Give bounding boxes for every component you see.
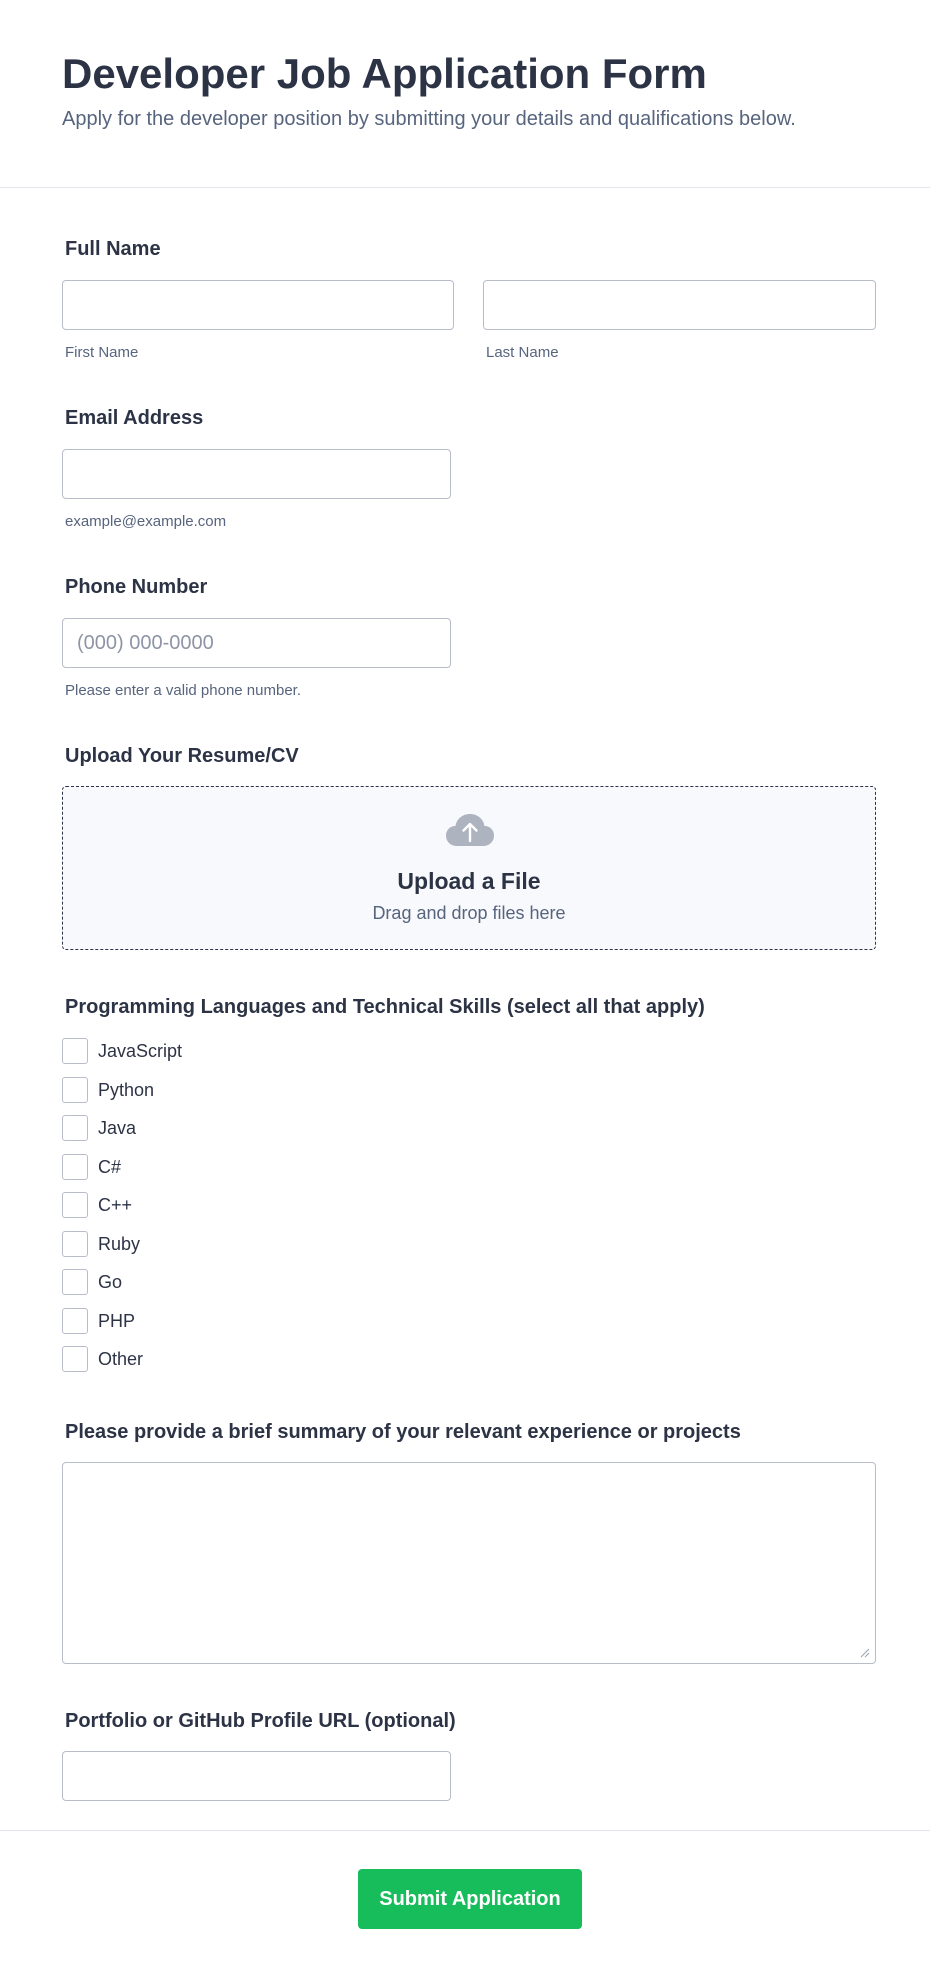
first-name-sublabel: First Name [65, 344, 139, 361]
skill-option-other[interactable] [62, 1346, 143, 1372]
skill-option-java[interactable] [62, 1115, 136, 1141]
checkbox[interactable] [62, 1231, 88, 1257]
checkbox[interactable] [62, 1192, 88, 1218]
skill-option-label: Other [98, 1348, 144, 1369]
email-label: Email Address [65, 407, 204, 429]
phone-sublabel: Please enter a valid phone number. [65, 682, 301, 699]
last-name-sublabel: Last Name [486, 344, 559, 361]
checkbox[interactable] [62, 1115, 88, 1141]
email-input[interactable] [62, 449, 451, 499]
summary-label: Please provide a brief summary of your relevant experience or projects [65, 1421, 741, 1443]
checkbox[interactable] [62, 1038, 88, 1064]
skill-option-javascript[interactable] [62, 1038, 182, 1064]
full-name-label: Full Name [65, 238, 161, 260]
skill-option-ruby[interactable] [62, 1231, 140, 1257]
skill-option-cpp[interactable] [62, 1192, 132, 1218]
submit-button[interactable]: Submit Application [358, 1869, 582, 1929]
summary-textarea[interactable] [62, 1462, 876, 1664]
resume-label: Upload Your Resume/CV [65, 745, 299, 767]
checkbox[interactable] [62, 1346, 88, 1372]
skill-option-label: C++ [98, 1194, 133, 1215]
email-sublabel: example@example.com [65, 513, 227, 530]
skill-option-php[interactable] [62, 1308, 135, 1334]
checkbox[interactable] [62, 1308, 88, 1334]
skills-label: Programming Languages and Technical Skills (select all that apply) [65, 996, 705, 1018]
checkbox[interactable] [62, 1077, 88, 1103]
skill-option-python[interactable] [62, 1077, 154, 1103]
skill-option-label: C# [98, 1156, 122, 1177]
skill-option-label: Python [98, 1079, 155, 1100]
skill-option-csharp[interactable] [62, 1154, 121, 1180]
portfolio-url-input[interactable] [62, 1751, 451, 1801]
file-upload-dropzone[interactable] [62, 786, 876, 950]
upload-title: Upload a File [397, 868, 541, 894]
form-header [0, 0, 930, 188]
page-title: Developer Job Application Form [62, 50, 707, 97]
cloud-upload-icon [445, 813, 495, 847]
checkbox[interactable] [62, 1154, 88, 1180]
checkbox[interactable] [62, 1269, 88, 1295]
skill-option-label: Ruby [98, 1233, 141, 1254]
skill-option-go[interactable] [62, 1269, 122, 1295]
phone-input[interactable] [62, 618, 451, 668]
last-name-input[interactable] [483, 280, 876, 330]
resize-grip-icon[interactable] [858, 1646, 870, 1658]
upload-subtitle: Drag and drop files here [372, 903, 566, 923]
skill-option-label: JavaScript [98, 1040, 183, 1061]
phone-label: Phone Number [65, 576, 208, 598]
skill-option-label: Go [98, 1271, 123, 1292]
page-subtitle: Apply for the developer position by submitting your details and qualifications below. [62, 108, 796, 130]
portfolio-label: Portfolio or GitHub Profile URL (optional) [65, 1710, 456, 1732]
first-name-input[interactable] [62, 280, 454, 330]
skill-option-label: PHP [98, 1310, 136, 1331]
skill-option-label: Java [98, 1117, 137, 1138]
